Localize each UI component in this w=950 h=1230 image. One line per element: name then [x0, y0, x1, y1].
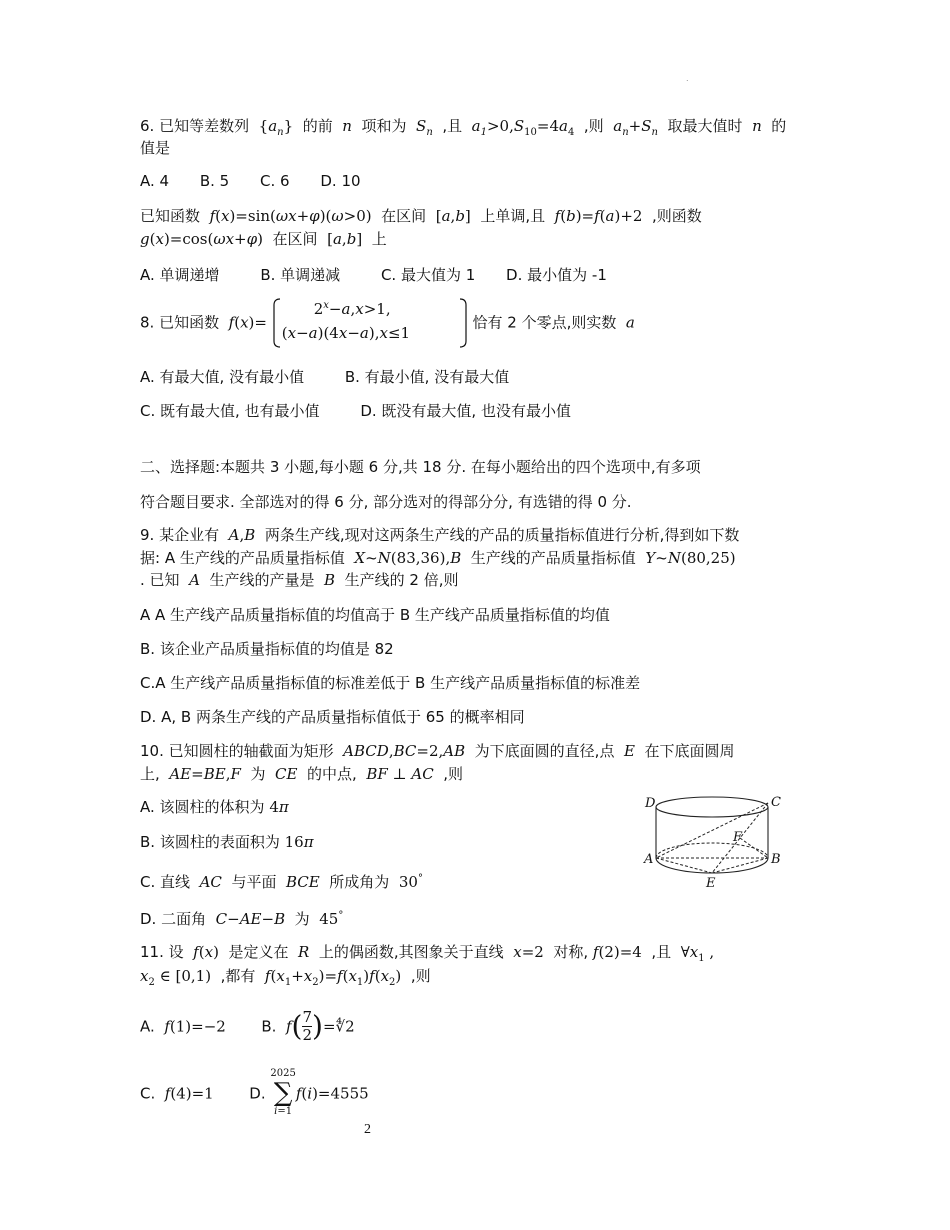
q9-stem-line1: 9. 某企业有 A,B 两条生产线,现对这两条生产线的产品的质量指标值进行分析,得到如下数	[140, 526, 740, 544]
q9-option-b: B. 该企业产品质量指标值的均值是 82	[140, 640, 394, 658]
figure-label-a: A	[644, 852, 654, 867]
q6-option-a: A. 4	[140, 172, 170, 190]
q8-option-b: B. 有最小值, 没有最大值	[344, 368, 510, 386]
q6-stem-line1: 6. 已知等差数列 $\{a_n\}$ 的前 n 项和为 $S_n$ ,且 $a_1>0,S_{10}=4a_4$ ,则 $a_n+S_n$ 取最大值时 n 的	[140, 117, 787, 138]
q9-option-c: C.A 生产线产品质量指标值的标准差低于 B 生产线产品质量指标值的标准差	[140, 674, 641, 692]
q10-stem-line2: 上, AE=BE,F 为 CE 的中点, BF ⊥ AC ,则	[140, 765, 464, 783]
q11-option-c: C. f(4)=1	[140, 1084, 214, 1102]
q11-options-row1	[140, 1006, 355, 1047]
q8-option-c: C. 既有最大值, 也有最小值	[140, 402, 320, 420]
q11-option-d: D. 2025 ∑ i=1 f(i)=4555	[249, 1068, 369, 1117]
q7-option-b: B. 单调递减	[260, 266, 341, 284]
q7-stem-line1: 已知函数 f(x)=sin(ωx+φ)(ω>0) 在区间 [a,b] 上单调,且 f(b)=f(a)+2 ,则函数	[140, 207, 702, 225]
q11-options-row2	[140, 1068, 369, 1118]
q11-option-b: B. f( $\frac{7}{2}$ )=∜2	[261, 1008, 355, 1044]
piecewise-function: $2^x-a,x>1$, (x−a)(4x−a),x≤1	[272, 297, 468, 349]
q7-stem-line2: g(x)=cos(ωx+φ) 在区间 [a,b] 上	[140, 230, 387, 248]
page-mark: .	[686, 74, 689, 83]
figure-label-d: D	[645, 796, 656, 811]
q8-options-row2	[140, 401, 571, 421]
section-2-instructions-line1: 二、选择题:本题共 3 小题,每小题 6 分,共 18 分. 在每小题给出的四个选项中,有多项	[140, 458, 701, 476]
q11-stem-line2: $x_2$ ∈ [0,1) ,都有 $f(x_1+x_2)=f(x_1)f(x_2)$ ,则	[140, 967, 431, 988]
figure-label-e: E	[706, 876, 716, 891]
q9-stem-line3: . 已知 A 生产线的产量是 B 生产线的 2 倍,则	[140, 571, 459, 589]
cylinder-figure	[640, 790, 790, 895]
q8-options-row1	[140, 367, 509, 387]
q8-option-a: A. 有最大值, 没有最小值	[140, 368, 305, 386]
q7-option-a: A. 单调递增	[140, 266, 220, 284]
q11-stem-line1: 11. 设 f(x) 是定义在 R 上的偶函数,其图象关于直线 x=2 对称, f(2)=4 ,且 $\forall x_1$ ,	[140, 943, 715, 964]
section-2-instructions-line2: 符合题目要求. 全部选对的得 6 分, 部分选对的得部分分, 有选错的得 0 分.	[140, 493, 632, 511]
q8-option-d: D. 既没有最大值, 也没有最小值	[360, 402, 571, 420]
q6-option-b: B. 5	[199, 172, 230, 190]
q9-option-d: D. A, B 两条生产线的产品质量指标值低于 65 的概率相同	[140, 708, 525, 726]
figure-label-c: C	[771, 795, 781, 810]
q11-option-a: A. f(1)=−2	[140, 1017, 226, 1036]
figure-label-b: B	[771, 852, 781, 867]
q10-option-b: B. 该圆柱的表面积为 16π	[140, 833, 314, 851]
q10-stem-line1: 10. 已知圆柱的轴截面为矩形 ABCD,BC=2,AB 为下底面圆的直径,点 E 在下底面圆周	[140, 742, 735, 760]
q10-option-a: A. 该圆柱的体积为 4π	[140, 798, 289, 816]
q9-option-a: A A 生产线产品质量指标值的均值高于 B 生产线产品质量指标值的均值	[140, 606, 610, 624]
q6-option-d: D. 10	[320, 172, 361, 190]
q6-options	[140, 171, 361, 191]
q7-option-d: D. 最小值为 -1	[506, 266, 607, 284]
q7-option-c: C. 最大值为 1	[380, 266, 476, 284]
q9-stem-line2: 据: A 生产线的产品质量指标值 X~N(83,36),B 生产线的产品质量指标值 Y~N(80,25)	[140, 549, 736, 567]
page-number: 2	[364, 1122, 371, 1137]
q8-stem: 8. 已知函数 f(x)= $2^x-a,x>1$, (x−a)(4x−a),x≤1 恰有 2 个零点,则实数 a	[140, 296, 635, 349]
q10-option-d: D. 二面角 C−AE−B 为 45°	[140, 910, 344, 928]
q6-stem-line2: 值是	[140, 139, 171, 157]
q7-options	[140, 265, 607, 285]
q10-option-c: C. 直线 AC 与平面 BCE 所成角为 30°	[140, 873, 423, 891]
figure-label-f: F	[733, 830, 743, 845]
q6-option-c: C. 6	[260, 172, 290, 190]
